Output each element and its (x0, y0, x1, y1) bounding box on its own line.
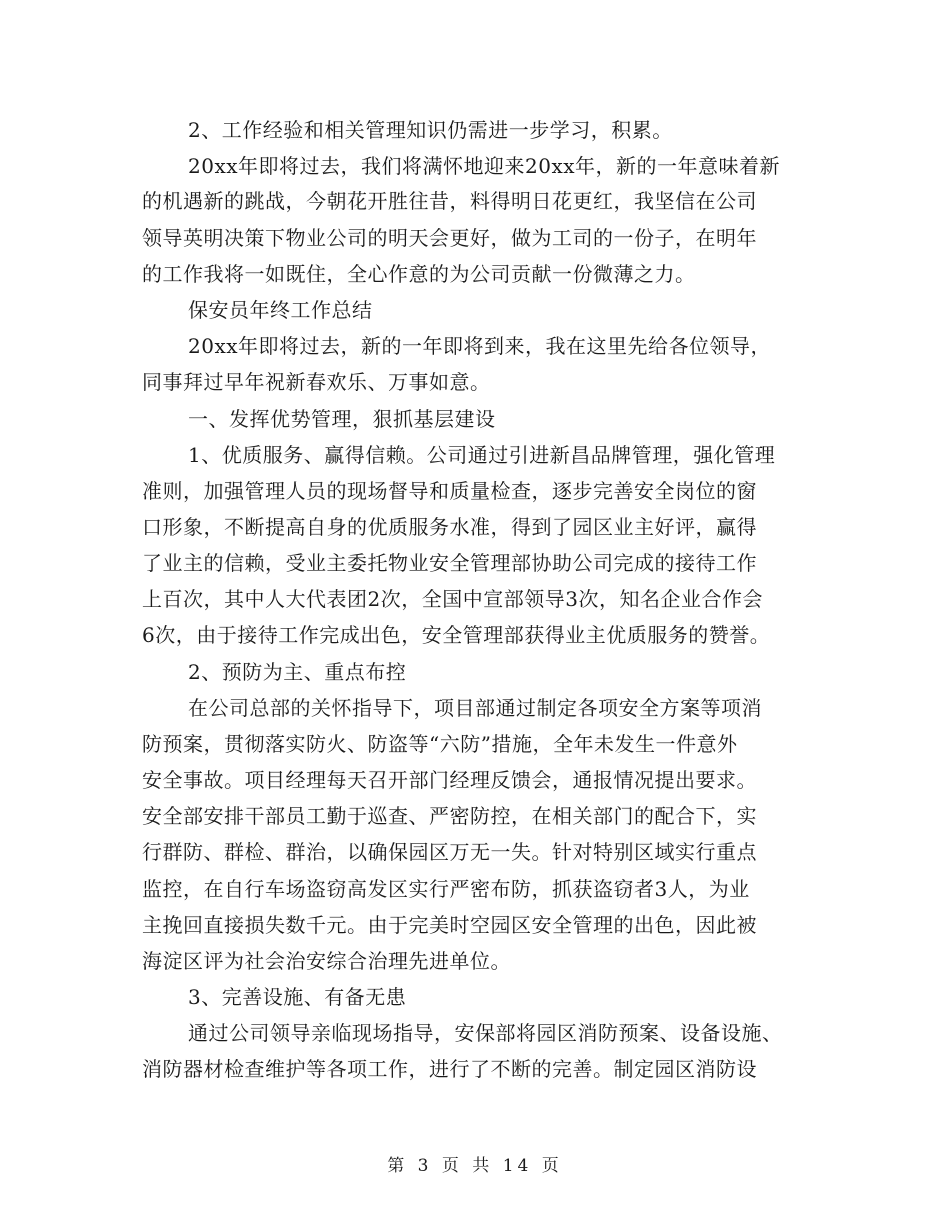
paragraph-line: 上百次，其中人大代表团2次，全国中宣部领导3次，知名企业合作会 (142, 587, 763, 611)
paragraph-line: 主挽回直接损失数千元。由于完美时空园区安全管理的出色，因此被 (142, 913, 757, 937)
paragraph-line: 防预案，贯彻落实防火、防盗等“六防”措施，全年未发生一件意外 (142, 732, 738, 756)
paragraph-line: 领导英明决策下物业公司的明天会更好，做为工司的一份子，在明年 (142, 226, 757, 250)
paragraph-line: 在公司总部的关怀指导下，项目部通过制定各项安全方案等项消 (188, 696, 762, 720)
paragraph-line: 1、优质服务、赢得信赖。公司通过引进新昌品牌管理，强化管理 (188, 443, 776, 467)
paragraph-line: 行群防、群检、群治，以确保园区万无一失。针对特别区域实行重点 (142, 840, 757, 864)
section-heading: 保安员年终工作总结 (188, 298, 373, 322)
paragraph-line: 2、工作经验和相关管理知识仍需进一步学习，积累。 (188, 118, 673, 142)
paragraph-line: 安全事故。项目经理每天召开部门经理反馈会，通报情况提出要求。 (142, 768, 757, 792)
paragraph-line: 安全部安排干部员工勤于巡查、严密防控，在相关部门的配合下，实 (142, 804, 757, 828)
paragraph-line: 监控，在自行车场盗窃高发区实行严密布防，抓获盗窃者3人，为业 (142, 877, 750, 901)
section-heading: 一、发挥优势管理，狠抓基层建设 (188, 407, 496, 431)
paragraph-line: 同事拜过早年祝新春欢乐、万事如意。 (142, 370, 491, 394)
paragraph-line: 6次，由于接待工作完成出色，安全管理部获得业主优质服务的赞誉。 (142, 623, 771, 647)
paragraph-line: 的机遇新的跳战，今朝花开胜往昔，料得明日花更红，我坚信在公司 (142, 189, 757, 213)
page-number-footer: 第 3 页 共 14 页 (387, 1156, 563, 1176)
paragraph-line: 20xx年即将过去，我们将满怀地迎来20xx年，新的一年意味着新 (188, 154, 781, 178)
paragraph-line: 了业主的信赖，受业主委托物业安全管理部协助公司完成的接待工作 (142, 551, 757, 575)
paragraph-line: 海淀区评为社会治安综合治理先进单位。 (142, 949, 511, 973)
paragraph-line: 口形象，不断提高自身的优质服务水准，得到了园区业主好评，赢得 (142, 515, 757, 539)
paragraph-line: 通过公司领导亲临现场指导，安保部将园区消防预案、设备设施、 (188, 1021, 783, 1045)
paragraph-line: 的工作我将一如既住，全心作意的为公司贡献一份微薄之力。 (142, 262, 696, 286)
paragraph-line: 20xx年即将过去，新的一年即将到来，我在这里先给各位领导， (188, 334, 772, 358)
paragraph-line: 准则，加强管理人员的现场督导和质量检查，逐步完善安全岗位的窗 (142, 479, 757, 503)
paragraph-line: 消防器材检查维护等各项工作，进行了不断的完善。制定园区消防设 (142, 1057, 757, 1081)
section-heading: 3、完善设施、有备无患 (188, 985, 407, 1009)
section-heading: 2、预防为主、重点布控 (188, 660, 407, 684)
